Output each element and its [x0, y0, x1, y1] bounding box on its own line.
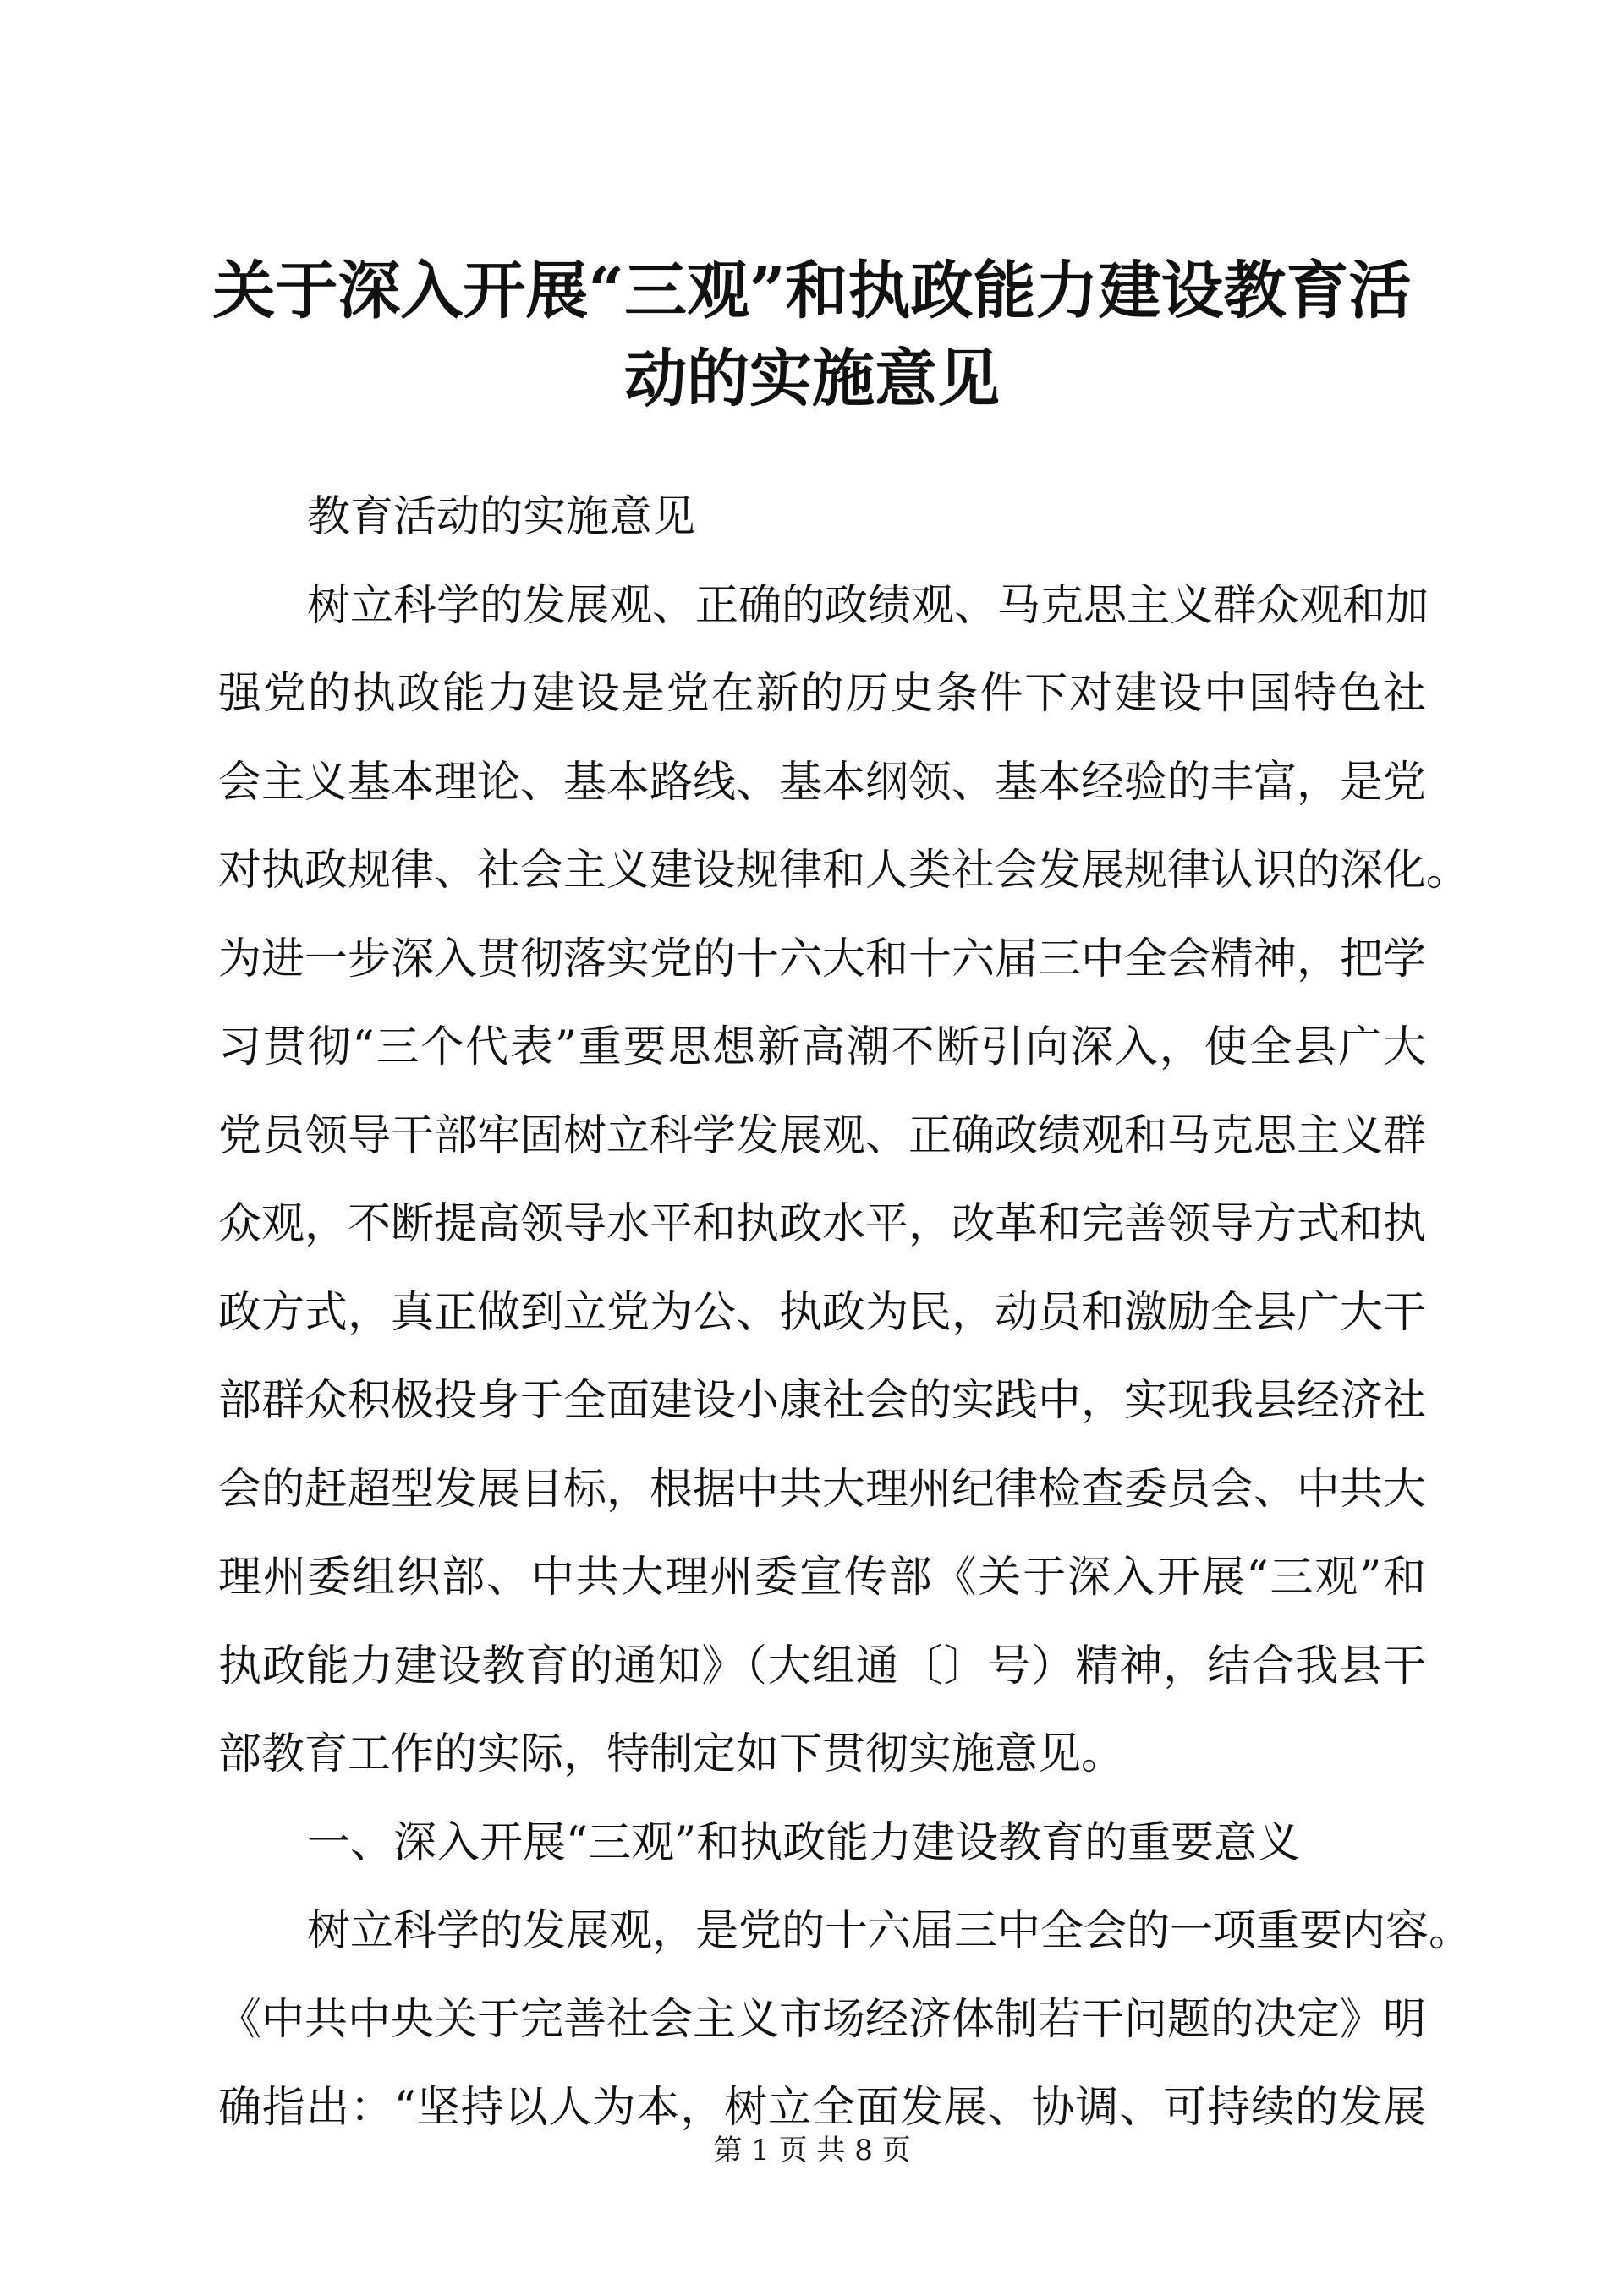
text-line: 为进一步深入贯彻落实党的十六大和十六届三中全会精神，把学 — [218, 934, 1427, 984]
text-line: 众观，不断提高领导水平和执政水平，改革和完善领导方式和执 — [218, 1199, 1427, 1249]
text-line: 树立科学的发展观，是党的十六届三中全会的一项重要内容。 — [307, 1906, 1473, 1956]
text-line: 对执政规律、社会主义建设规律和人类社会发展规律认识的深化。 — [218, 846, 1470, 896]
text-line: 会的赶超型发展目标，根据中共大理州纪律检查委员会、中共大 — [218, 1464, 1427, 1515]
document-title-line-1: 关于深入开展“三观”和执政能力建设教育活 — [212, 255, 1412, 327]
text-line: 习贯彻“三个代表”重要思想新高潮不断引向深入，使全县广大 — [218, 1022, 1426, 1072]
text-line: 《中共中央关于完善社会主义市场经济体制若干问题的决定》明 — [218, 1994, 1427, 2045]
text-line: 政方式，真正做到立党为公、执政为民，动员和激励全县广大干 — [218, 1287, 1427, 1338]
text-line: 党员领导干部牢固树立科学发展观、正确政绩观和马克思主义群 — [218, 1110, 1427, 1161]
document-body — [218, 474, 1473, 2153]
text-line: 理州委组织部、中共大理州委宣传部《关于深入开展“三观”和 — [218, 1553, 1426, 1603]
document-title-line-2: 动的实施意见 — [624, 342, 1000, 415]
text-line: 执政能力建设教育的通知》（大组通〔〕号）精神，结合我县干 — [218, 1641, 1426, 1691]
text-line: 部教育工作的实际，特制定如下贯彻实施意见。 — [218, 1729, 1125, 1779]
text-line: 一、深入开展“三观”和执政能力建设教育的重要意义 — [307, 1817, 1301, 1868]
page-footer: 第 1 页 共 8 页 — [713, 2134, 911, 2167]
text-line: 会主义基本理论、基本路线、基本纲领、基本经验的丰富，是党 — [218, 757, 1427, 808]
text-line: 确指出：“坚持以人为本，树立全面发展、协调、可持续的发展 — [218, 2083, 1426, 2133]
text-line: 教育活动的实施意见 — [307, 492, 696, 542]
text-line: 部群众积极投身于全面建设小康社会的实践中，实现我县经济社 — [218, 1376, 1427, 1426]
text-line: 强党的执政能力建设是党在新的历史条件下对建设中国特色社 — [218, 669, 1426, 719]
text-line: 树立科学的发展观、正确的政绩观、马克思主义群众观和加 — [307, 580, 1429, 631]
